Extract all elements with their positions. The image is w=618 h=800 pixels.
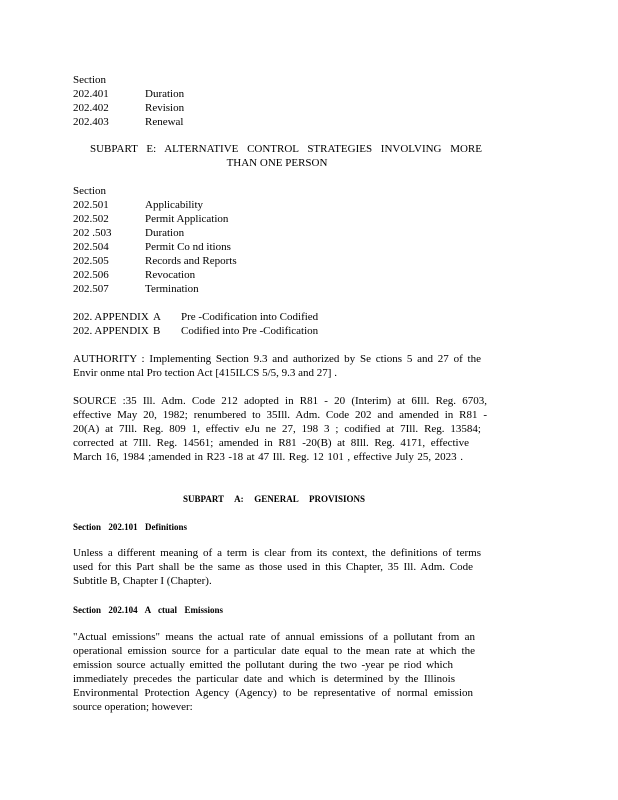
appendix-title: Pre -Codification into Codified (181, 311, 319, 323)
toc-title: Revocation (145, 269, 196, 281)
toc-number: 202.507 (73, 283, 109, 295)
section-104-line4: immediately precedes the particular date and which is determined by the Illinois (73, 673, 455, 685)
toc-number: 202.502 (73, 213, 109, 225)
subpart-e-heading-line1: SUBPART E: ALTERNATIVE CONTROL STRATEGIES INVOLVING MORE (90, 143, 482, 155)
authority-line2: Envir onme ntal Pro tection Act [415ILCS 5/5, 9.3 and 27] . (73, 367, 337, 379)
toc-number: 202.506 (73, 269, 109, 281)
toc-number: 202.403 (73, 116, 109, 128)
section-101-heading: Section 202.101 Definitions (73, 522, 187, 532)
toc-number: 202.504 (73, 241, 109, 253)
section-101-line2: used for this Part shall be the same as those used in this Chapter, 35 Ill. Adm. Code (73, 561, 473, 573)
toc-title: Records and Reports (145, 255, 237, 267)
source-line3: 20(A) at 7Ill. Reg. 809 1, effectiv eJu ne 27, 198 3 ; codified at 7Ill. Reg. 13584; (73, 423, 481, 435)
appendix-number: 202. APPENDIX (73, 311, 149, 323)
toc-title: Applicability (145, 199, 204, 211)
toc-title: Termination (145, 283, 199, 295)
section-header: Section (73, 185, 106, 197)
source-line1: SOURCE :35 Ill. Adm. Code 212 adopted in R81 - 20 (Interim) at 6Ill. Reg. 6703, (73, 395, 487, 407)
toc-number: 202.505 (73, 255, 109, 267)
source-line5: March 16, 1984 ;amended in R23 -18 at 47 Ill. Reg. 12 101 , effective July 25, 2023 . (73, 451, 463, 463)
section-104-line6: source operation; however: (73, 701, 193, 713)
section-101-line1: Unless a different meaning of a term is clear from its context, the definitions of terms (73, 547, 481, 559)
toc-number: 202.402 (73, 102, 109, 114)
section-101-line3: Subtitle B, Chapter I (Chapter). (73, 575, 212, 587)
authority-line1: AUTHORITY : Implementing Section 9.3 and authorized by Se ctions 5 and 27 of the (73, 353, 481, 365)
toc-title: Revision (145, 102, 185, 114)
section-104-heading: Section 202.104 A ctual Emissions (73, 605, 223, 615)
appendix-title: Codified into Pre -Codification (181, 325, 319, 337)
section-104-line5: Environmental Protection Agency (Agency) to be representative of normal emission (73, 687, 473, 699)
section-header: Section (73, 74, 106, 86)
toc-title: Permit Application (145, 213, 229, 225)
source-line4: corrected at 7Ill. Reg. 14561; amended in R81 -20(B) at 8Ill. Reg. 4171, effective (73, 437, 469, 449)
section-104-line1: "Actual emissions" means the actual rate of annual emissions of a pollutant from an (73, 631, 475, 643)
toc-number: 202 .503 (73, 227, 112, 239)
subpart-e-heading-line2: THAN ONE PERSON (226, 157, 328, 169)
appendix-letter: A (153, 311, 161, 323)
toc-number: 202.401 (73, 88, 109, 100)
toc-title: Duration (145, 88, 185, 100)
source-line2: effective May 20, 1982; renumbered to 35Ill. Adm. Code 202 and amended in R81 - (73, 409, 487, 421)
section-104-line3: emission source actually emitted the pollutant during the two -year pe riod which (73, 659, 453, 671)
appendix-number: 202. APPENDIX (73, 325, 149, 337)
appendix-letter: B (153, 325, 161, 337)
toc-title: Duration (145, 227, 185, 239)
toc-number: 202.501 (73, 199, 109, 211)
section-104-line2: operational emission source for a particular date equal to the mean rate at which the (73, 645, 475, 657)
toc-title: Permit Co nd itions (145, 241, 231, 253)
toc-title: Renewal (145, 116, 184, 128)
subpart-a-heading: SUBPART A: GENERAL PROVISIONS (183, 494, 365, 504)
